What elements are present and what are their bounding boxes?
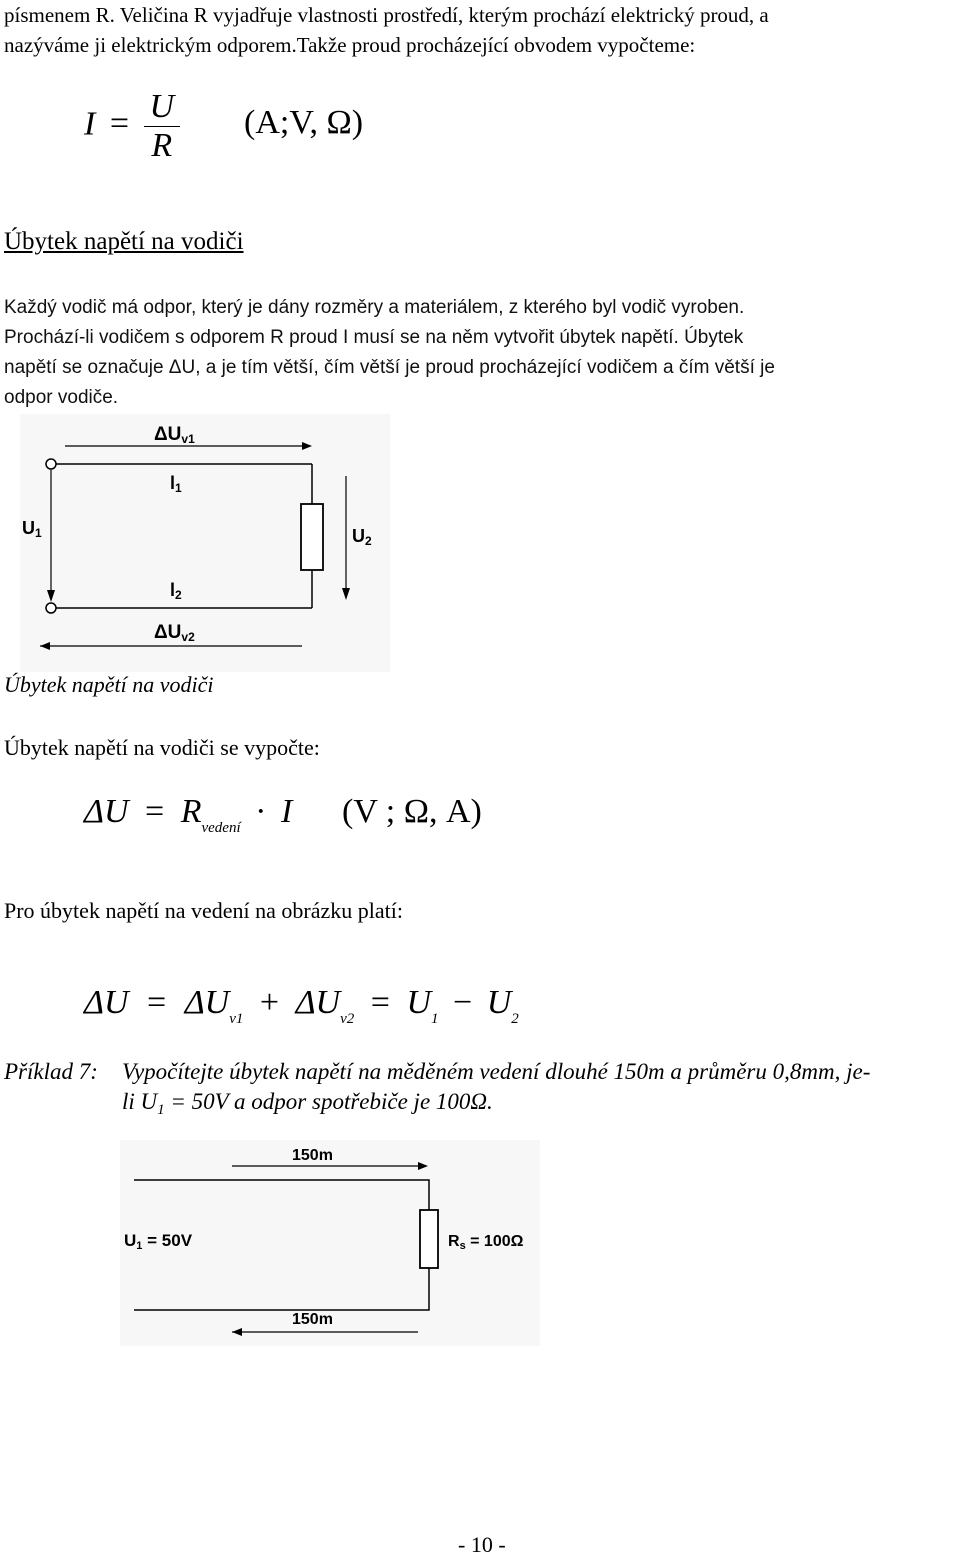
formula2-r: R: [180, 793, 202, 830]
terminal-bottom: [46, 603, 56, 613]
example-line-2-a: li U: [122, 1089, 158, 1114]
circuit-diagram-voltage-drop: [20, 414, 390, 672]
formula3-lhs: ΔU: [84, 984, 129, 1021]
paragraph: [4, 293, 775, 413]
label-u1: U1: [22, 518, 42, 540]
label-du-v1: ΔUv1: [154, 424, 195, 446]
resistor-rs: [420, 1210, 438, 1268]
formula3-u2-sub: 2: [511, 1011, 519, 1027]
pro-text: Pro úbytek napětí na vedení na obrázku platí:: [4, 898, 403, 923]
calc-text: Úbytek napětí na vodiči se vypočte:: [4, 735, 320, 760]
formula3-eq1: =: [147, 984, 167, 1021]
formula2-lhs: ΔU: [84, 793, 129, 830]
formula3-t2: ΔU: [295, 984, 341, 1021]
page-number: - 10 -: [458, 1532, 506, 1557]
label-l1: l1: [170, 473, 182, 495]
formula-fraction: [144, 88, 181, 165]
formula3-minus: −: [453, 984, 473, 1021]
label-u2: U2: [352, 526, 372, 548]
formula3-t1-sub: v1: [229, 1011, 244, 1027]
top-length-label: 150m: [292, 1147, 333, 1164]
label2-u1: U1 = 50V: [124, 1231, 193, 1252]
formula3-t2-sub: v2: [340, 1011, 355, 1027]
formula2-units: (V ; Ω, A): [342, 793, 482, 830]
formula-voltage-drop: [84, 793, 293, 836]
example-label: Příklad 7:: [4, 1059, 98, 1084]
label2-rs: Rs = 100Ω: [448, 1233, 524, 1252]
formula2-dot: ·: [255, 793, 267, 830]
bottom-length-label: 150m: [292, 1311, 333, 1328]
formula-denominator: R: [151, 127, 173, 164]
example-line-1: Vypočítejte úbytek napětí na měděném vedení dlouhé 150m a průměru 0,8mm, je-: [122, 1059, 871, 1084]
label-du-v2: ΔUv2: [154, 622, 195, 644]
label-l2: l2: [170, 580, 182, 602]
terminal-top: [46, 459, 56, 469]
formula2-equals: =: [145, 793, 165, 830]
formula2-r-sub: vedení: [201, 820, 241, 836]
intro-line-2: nazýváme ji elektrickým odporem.Takže proud procházející obvodem vypočteme:: [4, 33, 696, 57]
formula-ohms-law: [84, 88, 180, 165]
formula3-eq2: =: [370, 984, 390, 1021]
formula-numerator: U: [144, 88, 181, 127]
formula3-plus: +: [259, 984, 280, 1021]
formula3-t1: ΔU: [184, 984, 230, 1021]
formula3-u1-sub: 1: [431, 1011, 439, 1027]
formula-units: (A;V, Ω): [244, 104, 364, 141]
example-line-2-b: = 50V a odpor spotřebiče je 100Ω.: [164, 1089, 493, 1114]
formula2-i: I: [280, 793, 293, 830]
paragraph-line: odpor vodiče.: [4, 387, 119, 408]
formula3-u2: U: [486, 984, 512, 1021]
figure-caption: Úbytek napětí na vodiči: [4, 672, 214, 697]
formula-lhs: I: [84, 105, 96, 143]
section-heading: Úbytek napětí na vodiči: [4, 228, 244, 255]
formula-sum: [84, 984, 519, 1027]
formula-equals: =: [109, 105, 130, 143]
paragraph-line: Každý vodič má odpor, který je dány rozměry a materiálem, z kterého byl vodič vyroben.: [4, 297, 745, 318]
paragraph-line: Prochází-li vodičem s odporem R proud I musí se na něm vytvořit úbytek napětí. Úbytek: [4, 327, 744, 348]
intro-line-1: písmenem R. Veličina R vyjadřuje vlastnosti prostředí, kterým prochází elektrický proud, a: [4, 3, 769, 27]
formula3-u1: U: [406, 984, 432, 1021]
circuit-diagram-example: [120, 1140, 540, 1346]
diagram-background: [20, 414, 390, 672]
example-line-2: [122, 1089, 493, 1118]
resistor: [301, 504, 323, 570]
paragraph-line: napětí se označuje ΔU, a je tím větší, čím větší je proud procházející vodičem a čím větší je: [4, 357, 775, 378]
example-line-2-sub: 1: [157, 1102, 165, 1118]
